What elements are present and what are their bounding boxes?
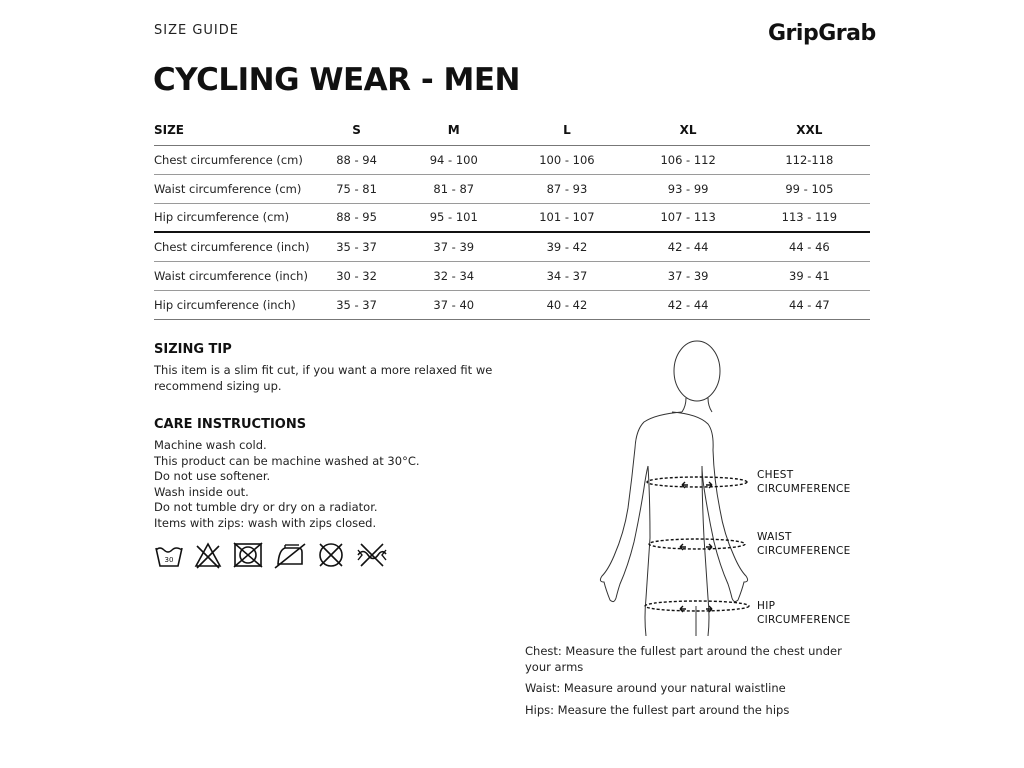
table-cell: 95 - 101 [429, 210, 478, 225]
table-cell: 39 - 42 [546, 239, 588, 254]
figure-head [674, 341, 720, 401]
table-cell: 94 - 100 [429, 152, 478, 167]
care-instructions-list [154, 438, 494, 531]
care-instruction-item: Do not tumble dry or dry on a radiator. [154, 500, 378, 514]
do-not-iron-icon [273, 540, 307, 570]
row-label: Chest circumference (cm) [154, 152, 303, 167]
care-instruction-item: Do not use softener. [154, 469, 271, 483]
sizing-tip-text [154, 363, 494, 394]
waist-arrow-right-icon [706, 544, 712, 550]
column-header: SIZE [154, 123, 185, 138]
brand-logo: GripGrab [768, 21, 876, 46]
table-cell: 100 - 106 [539, 152, 595, 167]
care-instruction-item: Wash inside out. [154, 484, 249, 499]
body-measurement-figure [578, 338, 758, 638]
care-instruction-item: This product can be machine washed at 30°C. [154, 453, 420, 468]
column-header: L [563, 123, 571, 138]
figure-right-arm [672, 412, 748, 602]
column-header: XL [679, 123, 697, 138]
table-row [154, 203, 870, 232]
chest-measure-loop [647, 477, 747, 487]
table-cell: 40 - 42 [546, 297, 588, 312]
table-row [154, 290, 870, 319]
row-label: Waist circumference (cm) [154, 181, 302, 196]
label-line: CHEST [757, 469, 794, 481]
wash-30-icon [154, 540, 184, 570]
do-not-dry-clean-icon [316, 540, 346, 570]
sizing-tip-line: recommend sizing up. [154, 378, 282, 393]
table-cell: 37 - 39 [433, 239, 475, 254]
hip-arrow-left-icon [680, 606, 686, 612]
table-cell: 37 - 40 [433, 297, 475, 312]
page-title: CYCLING WEAR - MEN [153, 62, 520, 98]
care-instruction-item: Machine wash cold. [154, 438, 267, 452]
waist-measure-instruction: Waist: Measure around your natural waistline [525, 681, 786, 695]
size-guide-kicker: SIZE GUIDE [154, 23, 239, 38]
row-label: Chest circumference (inch) [154, 239, 310, 254]
table-cell: 35 - 37 [336, 297, 377, 312]
table-cell: 113 - 119 [781, 210, 838, 225]
table-header-row [154, 116, 870, 145]
table-cell: 35 - 37 [336, 239, 377, 254]
table-cell: 44 - 47 [789, 297, 830, 312]
do-not-wring-icon [355, 540, 389, 570]
label-line: CIRCUMFERENCE [757, 545, 851, 557]
table-cell: 112-118 [785, 152, 834, 167]
table-cell: 88 - 94 [336, 152, 377, 167]
table-cell: 32 - 34 [433, 268, 475, 283]
chest-measure-instruction: Chest: Measure the fullest part around the chest under your arms [525, 644, 842, 674]
chest-circumference-label [757, 468, 851, 496]
care-instruction-item: Items with zips: wash with zips closed. [154, 515, 377, 530]
label-line: HIP [757, 600, 776, 612]
table-cell: 107 - 113 [660, 210, 716, 225]
table-row [154, 232, 870, 261]
table-cell: 106 - 112 [660, 152, 716, 167]
care-symbols [154, 540, 389, 570]
hip-circumference-label [757, 599, 851, 627]
column-header: S [352, 123, 361, 138]
table-cell: 93 - 99 [667, 181, 709, 196]
label-line: CIRCUMFERENCE [757, 483, 851, 495]
hip-measure-loop [645, 601, 749, 611]
row-label: Waist circumference (inch) [154, 268, 308, 283]
do-not-bleach-icon [193, 540, 223, 570]
waist-circumference-label [757, 530, 851, 558]
table-row [154, 145, 870, 174]
table-cell: 42 - 44 [667, 239, 709, 254]
care-instructions-heading: CARE INSTRUCTIONS [154, 417, 307, 432]
column-header: XXL [796, 123, 823, 138]
label-line: WAIST [757, 531, 792, 543]
hip-measure-instruction: Hips: Measure the fullest part around the hips [525, 703, 790, 717]
do-not-tumble-dry-icon [232, 540, 264, 570]
sizing-tip-line: This item is a slim fit cut, if you want a more relaxed fit we [154, 363, 493, 377]
column-header: M [447, 123, 460, 138]
table-cell: 99 - 105 [785, 181, 834, 196]
table-cell: 39 - 41 [789, 268, 830, 283]
sizing-tip-heading: SIZING TIP [154, 342, 232, 357]
figure-left-arm [600, 412, 682, 602]
table-cell: 30 - 32 [336, 268, 377, 283]
waist-measure-loop [649, 539, 745, 549]
table-row [154, 261, 870, 290]
table-cell: 81 - 87 [433, 181, 475, 196]
table-cell: 34 - 37 [546, 268, 588, 283]
figure-torso-left [645, 466, 650, 636]
table-cell: 44 - 46 [789, 239, 830, 254]
table-cell: 75 - 81 [336, 181, 377, 196]
table-cell: 42 - 44 [667, 297, 709, 312]
size-chart-table [154, 116, 870, 320]
wash-temperature-label: 30 [164, 556, 174, 564]
table-cell: 37 - 39 [667, 268, 709, 283]
row-label: Hip circumference (cm) [154, 210, 290, 225]
row-label: Hip circumference (inch) [154, 297, 296, 312]
table-cell: 101 - 107 [539, 210, 595, 225]
table-cell: 87 - 93 [546, 181, 588, 196]
table-cell: 88 - 95 [336, 210, 377, 225]
label-line: CIRCUMFERENCE [757, 614, 851, 626]
table-row [154, 174, 870, 203]
